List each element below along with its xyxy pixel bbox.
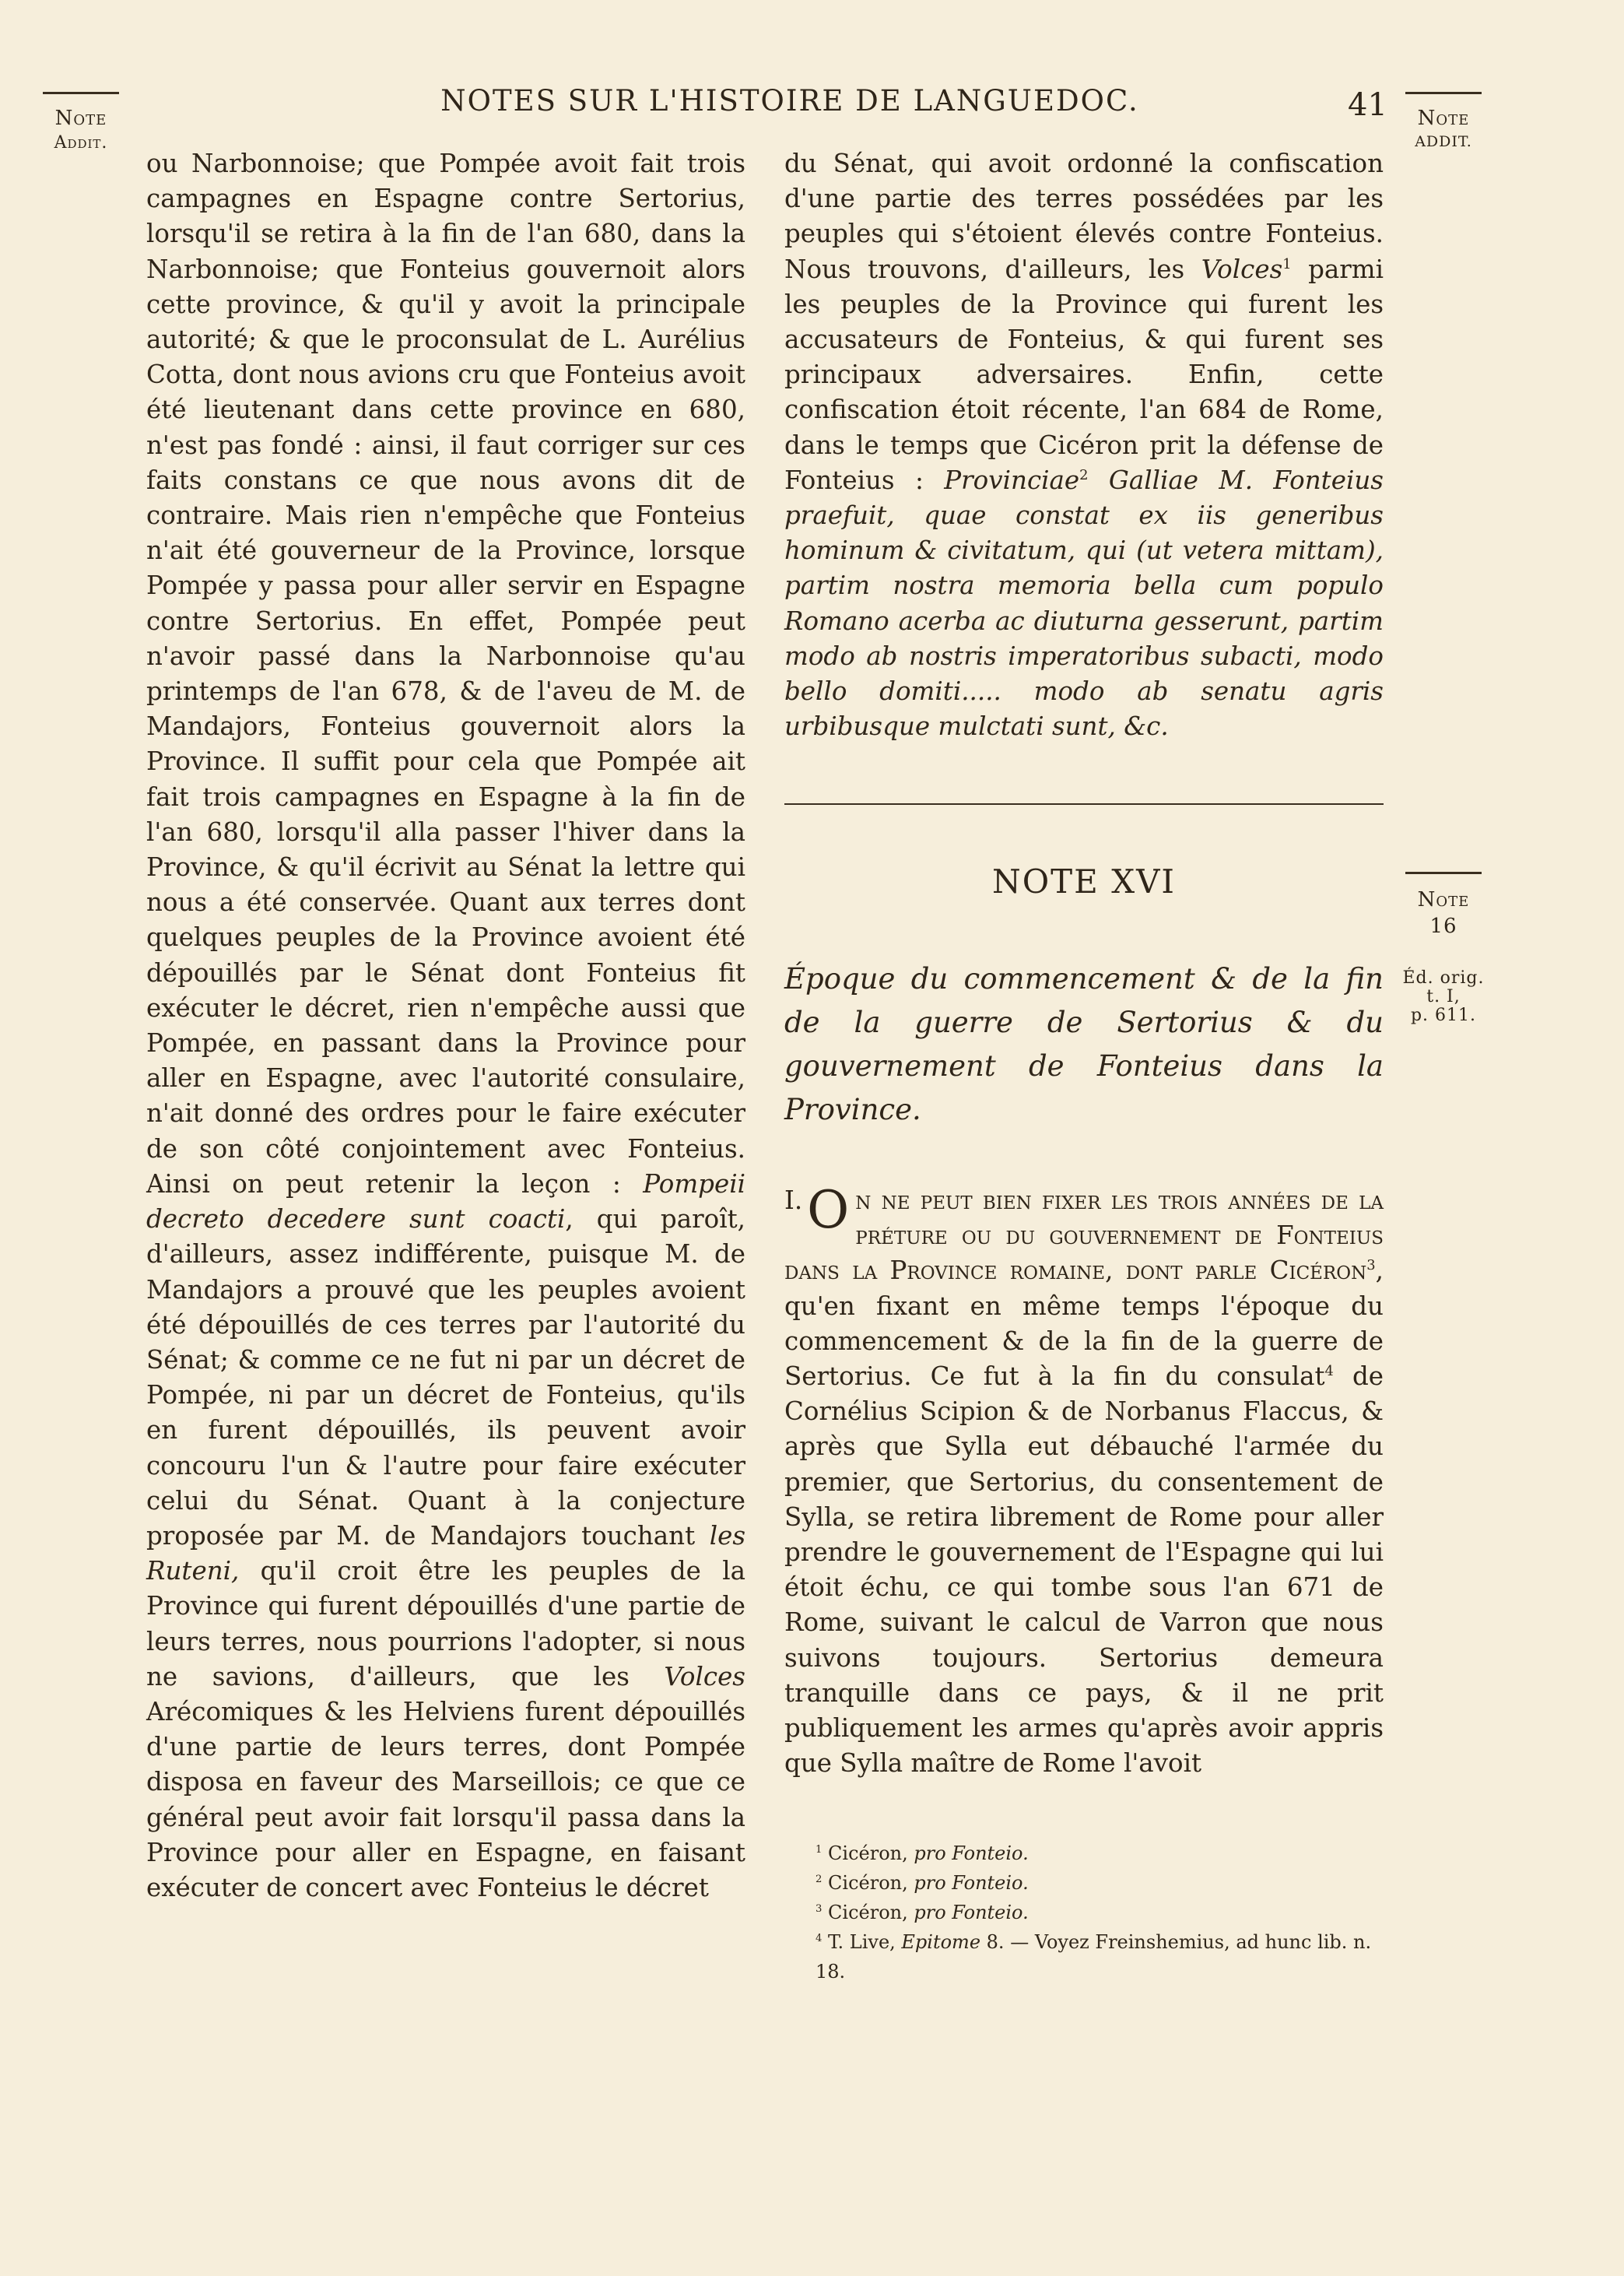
right-column-top (784, 146, 1384, 744)
footnote-ref-4: 4 (1324, 1363, 1334, 1380)
margin-note-right-sub: ADDIT. (1415, 132, 1472, 150)
note-title: NOTE XVI (991, 862, 1177, 901)
note-16-body (784, 1180, 1384, 1781)
note-16-section-1 (784, 1180, 1384, 1781)
footnote-3 (784, 1898, 1384, 1927)
footnote-2-title: pro Fonteio. (914, 1872, 1029, 1894)
left-para-4: Arécomiques & les Helviens furent dépouillés d'une partie de leurs terres, dont Pompée disposa en faveur des Marseillois; ce que ce général peut avoir fait lorsqu'il passa dans la Province pour aller en Espagne, en faisant exécuter de concert avec Fonteius le décret (146, 1696, 745, 1902)
latin-provinciae: Provinciae (944, 465, 1080, 495)
margin-note-16-label: Note (1417, 888, 1470, 911)
drop-cap: O (807, 1180, 850, 1240)
margin-note-16 (1405, 887, 1482, 940)
margin-rule-left (43, 92, 119, 94)
section-number: I. (784, 1185, 803, 1215)
margin-edition-ref (1398, 969, 1489, 1026)
margin-rule-note16 (1405, 872, 1482, 874)
right-para-2: parmi les peuples de la Province qui furent les accusateurs de Fonteius, & qui furent ses principaux adversaires. Enfin, cette confiscation étoit récente, l'an 684 de Rome, dans le temps que Cicéron prit la défense de Fonteius : (784, 254, 1384, 495)
footnote-1 (784, 1839, 1384, 1868)
margin-rule-right (1405, 92, 1482, 94)
margin-note-left-sub: Addit. (54, 132, 108, 153)
term-volces-right: Volces (1201, 254, 1283, 284)
footnote-4 (784, 1927, 1384, 1986)
footnotes (784, 1839, 1384, 1986)
note-16-para-a: n ne peut bien fixer les trois années de la préture ou du gouvernement de Fonteius dans la Province romaine, dont parle Cicéron (784, 1185, 1384, 1286)
footnote-2 (784, 1868, 1384, 1898)
footnote-2-text: Cicéron, (828, 1872, 914, 1894)
latin-quote-ruteni: les Ruteni, (146, 1520, 745, 1586)
margin-note-left-label: Note (54, 107, 107, 130)
note-subtitle: Époque du commencement & de la fin de la guerre de Sertorius & du gouvernement de Fonteius dans la Province. (784, 962, 1384, 1126)
latin-quote-pompeii: Pompeii decreto decedere sunt coacti (146, 1168, 745, 1235)
left-column (146, 146, 745, 1905)
footnote-3-title: pro Fonteio. (914, 1902, 1029, 1923)
term-volces: Volces (664, 1661, 745, 1691)
footnote-1-title: pro Fonteio. (914, 1842, 1029, 1864)
footnote-ref-3: 3 (1366, 1257, 1376, 1274)
margin-note-16-number: 16 (1429, 914, 1457, 938)
margin-note-left (43, 106, 119, 154)
page-number: 41 (1348, 87, 1387, 123)
margin-edition-line1: Éd. orig. (1402, 968, 1485, 988)
left-para-3: qu'il croit être les peuples de la Province qui furent dépouillés d'une partie de leurs terres, nous pourrions l'adopter, si nous ne savions, d'ailleurs, que les (146, 1556, 745, 1691)
footnote-1-text: Cicéron, (828, 1842, 914, 1864)
margin-note-right-label: Note (1417, 107, 1470, 130)
footnote-4-text: T. Live, (828, 1931, 902, 1953)
footnote-4-rest: 8. — Voyez Freinshemius, ad hunc lib. n. 18. (816, 1931, 1372, 1983)
footnote-ref-1: 1 (1282, 255, 1292, 272)
footnote-ref-2: 2 (1079, 467, 1089, 483)
footnote-3-num: 3 (816, 1903, 823, 1915)
note-16-para-b: , qu'en fixant en même temps l'époque du commencement & de la fin de la guerre de Sertorius. Ce fut à la fin du consulat (784, 1256, 1384, 1392)
left-para-1: ou Narbonnoise; que Pompée avoit fait trois campagnes en Espagne contre Sertorius, lorsqu'il se retira à la fin de l'an 680, dans la Narbonnoise; que Fonteius gouvernoit alors cette province, & qu'il y avoit la principale autorité; & que le proconsulat de L. Aurélius Cotta, dont nous avions cru que Fonteius avoit été lieutenant dans cette province en 680, n'est pas fondé : ainsi, il faut corriger sur ces faits constans ce que nous avons dit de contraire. Mais rien n'empêche que Fonteius n'ait été gouverneur de la Province, lorsque Pompée y passa pour aller servir en Espagne contre Sertorius. En effet, Pompée peut n'avoir passé dans la Narbonnoise qu'au printemps de l'an 678, & de l'aveu de M. de Mandajors, Fonteius gouvernoit alors la Province. Il suffit pour cela que Pompée ait fait trois campagnes en Espagne à la fin de l'an 680, lorsqu'il alla passer l'hiver dans la Province, & qu'il écrivit au Sénat la lettre qui nous a été conservée. Quant aux terres dont quelques peuples de la Province avoient été dépouillés par le Sénat dont Fonteius fit exécuter le décret, rien n'empêche aussi que Pompée, en passant dans la Province pour aller en Espagne, avec l'autorité consulaire, n'ait donné des ordres pour le faire exécuter de son côté conjointement avec Fonteius. Ainsi on peut retenir la leçon : (146, 149, 745, 1199)
running-header: NOTES SUR L'HISTOIRE DE LANGUEDOC. (440, 84, 1139, 118)
footnote-1-num: 1 (816, 1844, 823, 1856)
right-column-text (784, 146, 1384, 744)
left-para-2: , qui paroît, d'ailleurs, assez indifférente, puisque M. de Mandajors a prouvé que les peuples avoient été dépouillés de ces terres par l'autorité du Sénat; & comme ce ne fut ni par un décret de Pompée, ni par un décret de Fonteius, qu'ils en furent dépouillés, ils peuvent avoir concouru l'un & l'autre pour faire exécuter celui du Sénat. Quant à la conjecture proposée par M. de Mandajors touchant (146, 1204, 745, 1551)
footnote-2-num: 2 (816, 1874, 823, 1885)
margin-edition-line3: p. 611. (1410, 1006, 1477, 1026)
right-para-1: du Sénat, qui avoit ordonné la confiscation d'une partie des terres possédées par les peuples qui s'étoient élevés contre Fonteius. Nous trouvons, d'ailleurs, les (784, 149, 1384, 284)
note-16-para-c: de Cornélius Scipion & de Norbanus Flaccus, & après que Sylla eut débauché l'armée du premier, que Sertorius, du consentement de Sylla, se retira librement de Rome pour aller prendre le gouvernement de l'Espagne qui lui étoit échu, ce qui tombe sous l'an 671 de Rome, suivant le calcul de Varron que nous suivons toujours. Sertorius demeura tranquille dans ce pays, & il ne prit publiquement les armes qu'après avoir appris que Sylla maître de Rome l'avoit (784, 1361, 1384, 1779)
latin-quotation: Galliae M. Fonteius praefuit, quae constat ex iis generibus hominum & civitatum, qui (ut vetera mittam), partim nostra memoria bella cum populo Romano acerba ac diuturna gesserunt, partim modo ab nostris imperatoribus subacti, modo bello domiti..... modo ab senatu agris urbibusque mulctati sunt, &c. (784, 465, 1384, 742)
section-divider (784, 803, 1384, 805)
footnote-4-num: 4 (816, 1933, 823, 1944)
margin-note-right (1405, 106, 1482, 151)
footnote-4-title: Epitome (901, 1931, 981, 1953)
margin-edition-line2: t. I, (1426, 987, 1461, 1007)
left-column-text (146, 146, 745, 1905)
footnote-3-text: Cicéron, (828, 1902, 914, 1923)
